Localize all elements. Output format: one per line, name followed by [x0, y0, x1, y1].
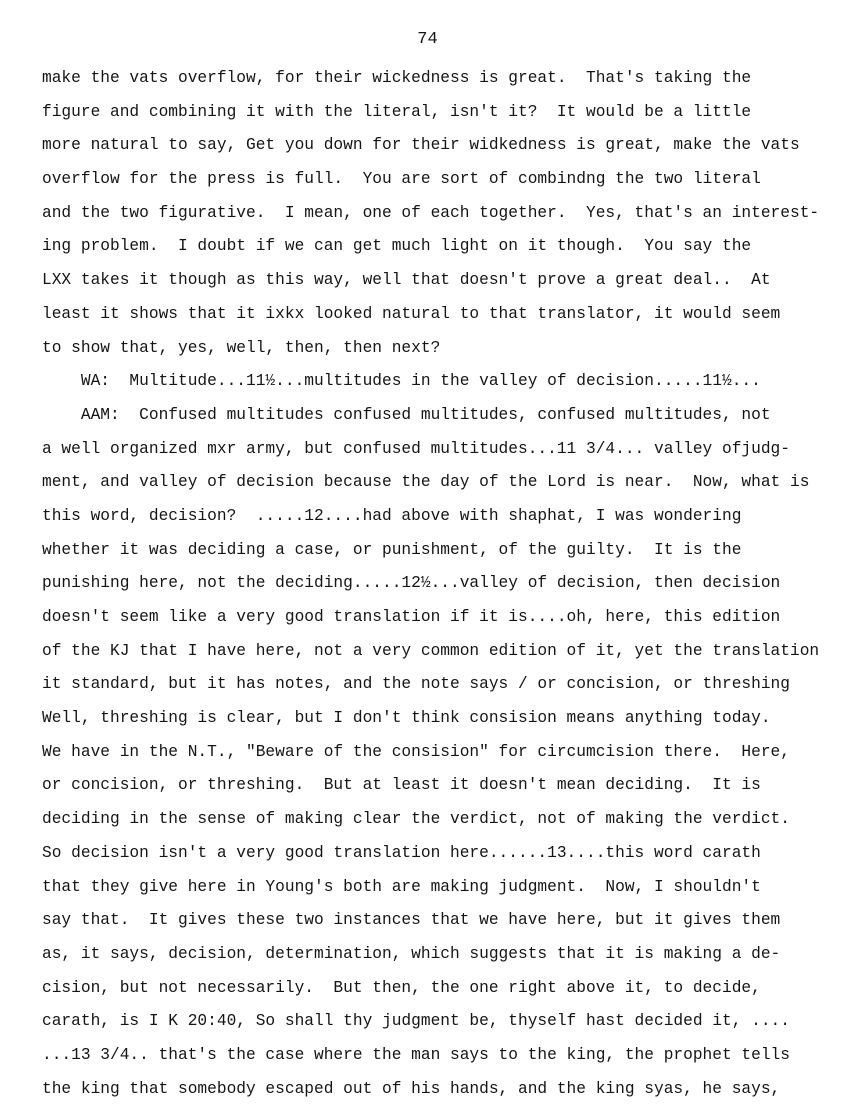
text-line: WA: Multitude...11½...multitudes in the valley of decision.....11½...	[42, 372, 761, 391]
text-line: whether it was deciding a case, or punishment, of the guilty. It is the	[42, 540, 742, 559]
page-number: 74	[417, 30, 438, 49]
text-line: punishing here, not the deciding.....12½...valley of decision, then decision	[42, 574, 781, 593]
text-line: figure and combining it with the literal, isn't it? It would be a little	[42, 102, 752, 121]
text-line: ment, and valley of decision because the day of the Lord is near. Now, what is	[42, 473, 810, 492]
text-line: and the two figurative. I mean, one of each together. Yes, that's an interest-	[42, 203, 820, 222]
text-line: make the vats overflow, for their wickedness is great. That's taking the	[42, 69, 752, 87]
text-line: deciding in the sense of making clear the verdict, not of making the verdict.	[42, 810, 790, 829]
text-line: of the KJ that I have here, not a very common edition of it, yet the translation	[42, 641, 820, 660]
text-line: ing problem. I doubt if we can get much light on it though. You say the	[42, 237, 752, 256]
text-line: it standard, but it has notes, and the note says / or concision, or threshing	[42, 675, 790, 694]
text-line: say that. It gives these two instances that we have here, but it gives them	[42, 911, 781, 930]
text-line: a well organized mxr army, but confused multitudes...11 3/4... valley ofjudg-	[42, 439, 790, 458]
text-line: overflow for the press is full. You are sort of combindng the two literal	[42, 170, 761, 189]
text-line: LXX takes it though as this way, well that doesn't prove a great deal.. At	[42, 271, 771, 290]
text-line: more natural to say, Get you down for their widkedness is great, make the vats	[42, 136, 800, 155]
text-line: cision, but not necessarily. But then, the one right above it, to decide,	[42, 978, 761, 997]
text-line: ...13 3/4.. that's the case where the man says to the king, the prophet tells	[42, 1045, 790, 1064]
text-line: AAM: Confused multitudes confused multitudes, confused multitudes, not	[42, 405, 771, 424]
text-line: least it shows that it ixkx looked natural to that translator, it would seem	[42, 304, 781, 323]
transcript-body	[42, 66, 855, 1110]
text-line: to show that, yes, well, then, then next?	[42, 338, 441, 357]
text-line: carath, is I K 20:40, So shall thy judgment be, thyself hast decided it, ....	[42, 1012, 790, 1031]
text-line: So decision isn't a very good translation here......13....this word carath	[42, 843, 761, 862]
text-line: We have in the N.T., "Beware of the consision" for circumcision there. Here,	[42, 742, 790, 761]
text-line: Well, threshing is clear, but I don't think consision means anything today.	[42, 709, 771, 728]
text-line: or concision, or threshing. But at least it doesn't mean deciding. It is	[42, 776, 761, 795]
text-line: the king that somebody escaped out of his hands, and the king syas, he says,	[42, 1079, 781, 1098]
text-line: as, it says, decision, determination, which suggests that it is making a de-	[42, 944, 781, 963]
text-line: doesn't seem like a very good translation if it is....oh, here, this edition	[42, 608, 781, 626]
text-line: that they give here in Young's both are making judgment. Now, I shouldn't	[42, 877, 761, 896]
text-line: this word, decision? .....12....had above with shaphat, I was wondering	[42, 506, 742, 525]
